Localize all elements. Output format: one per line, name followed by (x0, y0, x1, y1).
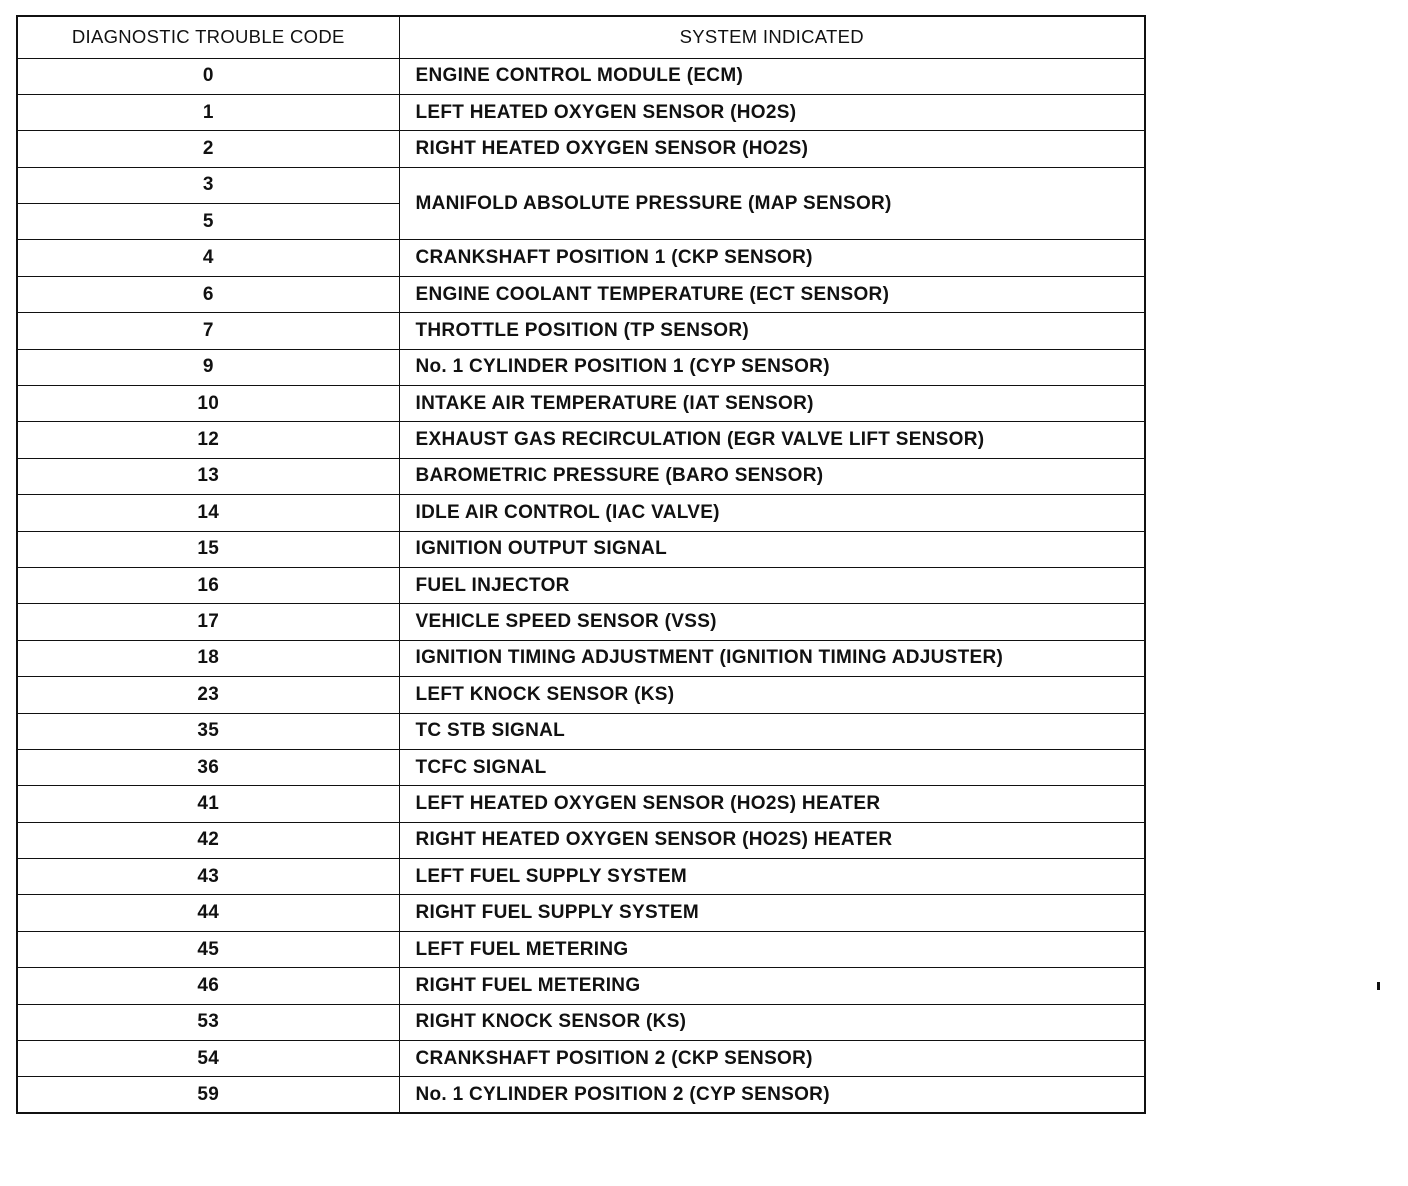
system-cell: IGNITION OUTPUT SIGNAL (399, 531, 1145, 567)
table-row (17, 349, 1145, 385)
code-cell: 15 (17, 531, 399, 567)
table-row (17, 968, 1145, 1004)
table-row (17, 276, 1145, 312)
system-cell: RIGHT HEATED OXYGEN SENSOR (HO2S) HEATER (399, 822, 1145, 858)
table-row (17, 240, 1145, 276)
system-cell: RIGHT KNOCK SENSOR (KS) (399, 1004, 1145, 1040)
table-row (17, 167, 1145, 203)
table-row (17, 531, 1145, 567)
code-cell: 6 (17, 276, 399, 312)
table-row (17, 422, 1145, 458)
table-row (17, 567, 1145, 603)
header-code: DIAGNOSTIC TROUBLE CODE (17, 16, 399, 58)
table-row (17, 1077, 1145, 1113)
system-cell: BAROMETRIC PRESSURE (BARO SENSOR) (399, 458, 1145, 494)
table-row (17, 604, 1145, 640)
code-cell: 0 (17, 58, 399, 94)
table-row (17, 94, 1145, 130)
table-row (17, 1004, 1145, 1040)
code-cell: 17 (17, 604, 399, 640)
table-row (17, 640, 1145, 676)
code-cell: 35 (17, 713, 399, 749)
system-cell: LEFT FUEL SUPPLY SYSTEM (399, 859, 1145, 895)
table-row (17, 895, 1145, 931)
table-row (17, 131, 1145, 167)
system-cell: VEHICLE SPEED SENSOR (VSS) (399, 604, 1145, 640)
system-cell: LEFT HEATED OXYGEN SENSOR (HO2S) HEATER (399, 786, 1145, 822)
code-cell: 46 (17, 968, 399, 1004)
code-cell: 53 (17, 1004, 399, 1040)
code-cell: 54 (17, 1041, 399, 1077)
system-cell: IGNITION TIMING ADJUSTMENT (IGNITION TIMING ADJUSTER) (399, 640, 1145, 676)
system-cell: IDLE AIR CONTROL (IAC VALVE) (399, 495, 1145, 531)
table-row (17, 713, 1145, 749)
code-cell: 14 (17, 495, 399, 531)
system-cell: CRANKSHAFT POSITION 2 (CKP SENSOR) (399, 1041, 1145, 1077)
code-cell: 10 (17, 386, 399, 422)
system-cell: No. 1 CYLINDER POSITION 1 (CYP SENSOR) (399, 349, 1145, 385)
code-cell: 2 (17, 131, 399, 167)
stray-mark (1377, 982, 1380, 990)
table-row (17, 786, 1145, 822)
table-row (17, 495, 1145, 531)
system-cell: TCFC SIGNAL (399, 749, 1145, 785)
code-cell: 45 (17, 931, 399, 967)
system-cell: LEFT FUEL METERING (399, 931, 1145, 967)
code-cell: 44 (17, 895, 399, 931)
table-row (17, 58, 1145, 94)
system-cell: ENGINE CONTROL MODULE (ECM) (399, 58, 1145, 94)
code-cell: 18 (17, 640, 399, 676)
code-cell: 5 (17, 204, 399, 240)
system-cell: LEFT KNOCK SENSOR (KS) (399, 677, 1145, 713)
code-cell: 12 (17, 422, 399, 458)
system-cell: CRANKSHAFT POSITION 1 (CKP SENSOR) (399, 240, 1145, 276)
code-cell: 59 (17, 1077, 399, 1113)
system-cell: ENGINE COOLANT TEMPERATURE (ECT SENSOR) (399, 276, 1145, 312)
code-cell: 4 (17, 240, 399, 276)
table-row (17, 749, 1145, 785)
code-cell: 9 (17, 349, 399, 385)
system-cell: LEFT HEATED OXYGEN SENSOR (HO2S) (399, 94, 1145, 130)
code-cell: 23 (17, 677, 399, 713)
table-row (17, 458, 1145, 494)
code-cell: 16 (17, 567, 399, 603)
system-cell: INTAKE AIR TEMPERATURE (IAT SENSOR) (399, 386, 1145, 422)
system-cell: No. 1 CYLINDER POSITION 2 (CYP SENSOR) (399, 1077, 1145, 1113)
code-cell: 36 (17, 749, 399, 785)
system-cell: RIGHT FUEL METERING (399, 968, 1145, 1004)
table-row (17, 677, 1145, 713)
code-cell: 43 (17, 859, 399, 895)
system-cell: RIGHT HEATED OXYGEN SENSOR (HO2S) (399, 131, 1145, 167)
code-cell: 42 (17, 822, 399, 858)
system-cell: MANIFOLD ABSOLUTE PRESSURE (MAP SENSOR) (399, 167, 1145, 240)
table-row (17, 859, 1145, 895)
table-body (17, 58, 1145, 1113)
system-cell: EXHAUST GAS RECIRCULATION (EGR VALVE LIFT SENSOR) (399, 422, 1145, 458)
table-header (17, 16, 1145, 58)
code-cell: 3 (17, 167, 399, 203)
system-cell: RIGHT FUEL SUPPLY SYSTEM (399, 895, 1145, 931)
header-system: SYSTEM INDICATED (399, 16, 1145, 58)
dtc-table (16, 15, 1146, 1114)
code-cell: 1 (17, 94, 399, 130)
system-cell: TC STB SIGNAL (399, 713, 1145, 749)
table-row (17, 1041, 1145, 1077)
table-row (17, 313, 1145, 349)
table-row (17, 386, 1145, 422)
header-row (17, 16, 1145, 58)
code-cell: 7 (17, 313, 399, 349)
table-row (17, 822, 1145, 858)
table-row (17, 931, 1145, 967)
system-cell: FUEL INJECTOR (399, 567, 1145, 603)
code-cell: 41 (17, 786, 399, 822)
system-cell: THROTTLE POSITION (TP SENSOR) (399, 313, 1145, 349)
code-cell: 13 (17, 458, 399, 494)
